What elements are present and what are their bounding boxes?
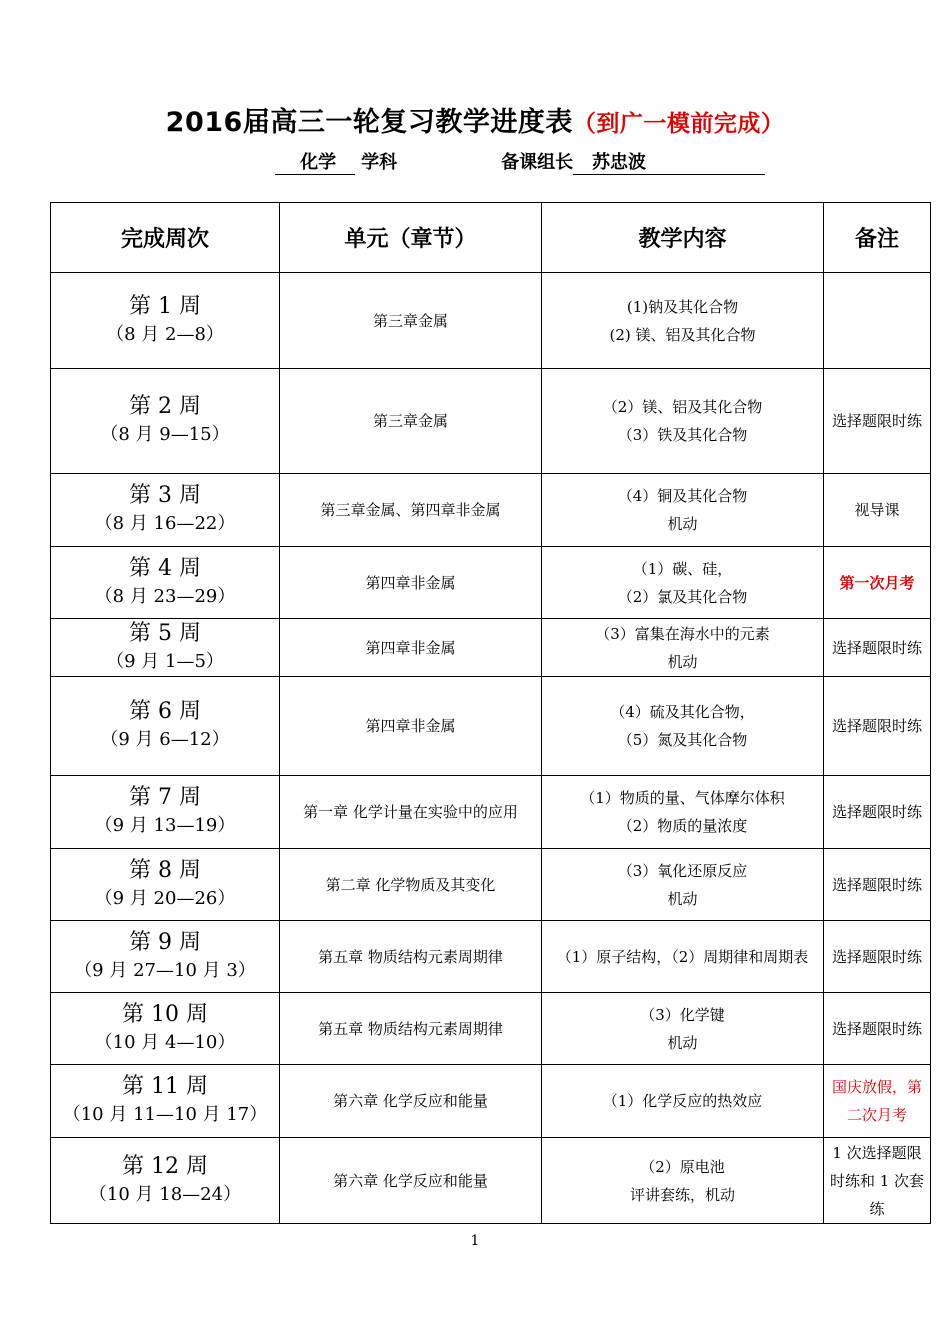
unit-cell: 第三章金属 xyxy=(280,273,542,369)
remark-cell: 1 次选择题限时练和 1 次套练 xyxy=(824,1138,931,1224)
week-cell xyxy=(51,619,280,677)
remark-cell: 选择题限时练 xyxy=(824,921,931,993)
content-cell xyxy=(542,677,824,776)
content-line: 机动 xyxy=(667,515,698,533)
content-line: （1）物质的量、气体摩尔体积 xyxy=(580,789,785,807)
remark-cell: 选择题限时练 xyxy=(824,369,931,474)
table-row xyxy=(51,547,931,619)
content-cell xyxy=(542,547,824,619)
unit-cell: 第五章 物质结构元素周期律 xyxy=(280,993,542,1065)
unit-cell: 第六章 化学反应和能量 xyxy=(280,1065,542,1138)
remark-cell: 选择题限时练 xyxy=(824,776,931,849)
week-label: 第 3 周 xyxy=(129,483,201,508)
subject-value: 化学 xyxy=(300,152,337,173)
week-cell xyxy=(51,369,280,474)
table-row xyxy=(51,273,931,369)
week-dates: （8 月 2—8） xyxy=(106,323,224,345)
subject-label: 学科 xyxy=(361,152,398,173)
content-line: (2) 镁、铝及其化合物 xyxy=(609,325,756,344)
week-dates: （9 月 1—5） xyxy=(106,650,224,672)
content-line: （3）富集在海水中的元素 xyxy=(595,624,770,643)
title-note: （到广一模前完成） xyxy=(572,111,785,137)
content-line: （2）物质的量浓度 xyxy=(617,817,748,835)
content-cell xyxy=(542,776,824,849)
content-line: 评讲套练，机动 xyxy=(629,1185,735,1204)
content-line: （2）氯及其化合物 xyxy=(617,587,748,606)
table-header-row xyxy=(51,203,931,273)
remark-cell: 选择题限时练 xyxy=(824,619,931,677)
schedule-table xyxy=(50,202,931,1224)
week-dates: （10 月 11—10 月 17） xyxy=(62,1104,268,1125)
leader-label: 备课组长 xyxy=(501,152,574,173)
week-cell xyxy=(51,993,280,1065)
header-content: 教学内容 xyxy=(542,203,824,273)
week-cell xyxy=(51,273,280,369)
content-cell xyxy=(542,369,824,474)
week-dates: （8 月 16—22） xyxy=(94,513,236,534)
content-line: （2）镁、铝及其化合物 xyxy=(602,398,763,416)
content-line: （1）碳、硅， xyxy=(632,559,733,578)
content-cell xyxy=(542,1138,824,1224)
week-cell xyxy=(51,849,280,921)
content-line: （1）原子结构，（2）周期律和周期表 xyxy=(556,947,809,966)
week-dates: （9 月 27—10 月 3） xyxy=(74,959,256,981)
week-cell xyxy=(51,677,280,776)
content-line: （5）氮及其化合物 xyxy=(617,731,748,749)
unit-cell: 第三章金属、第四章非金属 xyxy=(280,474,542,547)
remark-cell: 选择题限时练 xyxy=(824,849,931,921)
table-row xyxy=(51,776,931,849)
table-row xyxy=(51,993,931,1065)
table-row xyxy=(51,849,931,921)
unit-cell: 第一章 化学计量在实验中的应用 xyxy=(280,776,542,849)
week-label: 第 11 周 xyxy=(122,1074,208,1099)
week-cell xyxy=(51,1065,280,1138)
remark-cell: 选择题限时练 xyxy=(824,677,931,776)
week-label: 第 4 周 xyxy=(129,555,201,581)
unit-cell: 第四章非金属 xyxy=(280,619,542,677)
content-line: （3）铁及其化合物 xyxy=(617,426,748,444)
unit-cell: 第四章非金属 xyxy=(280,547,542,619)
week-dates: （10 月 4—10） xyxy=(94,1031,236,1053)
title-main: 2016届高三一轮复习教学进度表 xyxy=(165,107,573,138)
table-row xyxy=(51,1138,931,1224)
content-line: （4）铜及其化合物 xyxy=(617,487,748,505)
content-line: （2）原电池 xyxy=(640,1157,725,1176)
content-cell xyxy=(542,993,824,1065)
content-cell xyxy=(542,619,824,677)
header-unit: 单元（章节） xyxy=(280,203,542,273)
content-cell xyxy=(542,474,824,547)
week-dates: （8 月 9—15） xyxy=(100,424,230,445)
table-row xyxy=(51,921,931,993)
content-line: (1)钠及其化合物 xyxy=(626,297,739,316)
table-row xyxy=(51,619,931,677)
table-row xyxy=(51,474,931,547)
unit-cell: 第六章 化学反应和能量 xyxy=(280,1138,542,1224)
unit-cell: 第四章非金属 xyxy=(280,677,542,776)
remark-cell: 选择题限时练 xyxy=(824,993,931,1065)
content-cell xyxy=(542,921,824,993)
remark-cell xyxy=(824,273,931,369)
week-cell xyxy=(51,776,280,849)
week-label: 第 7 周 xyxy=(129,785,201,810)
remark-cell: 第一次月考 xyxy=(824,547,931,619)
week-label: 第 9 周 xyxy=(129,929,201,955)
content-cell xyxy=(542,1065,824,1138)
remark-cell: 国庆放假，第二次月考 xyxy=(824,1065,931,1138)
week-dates: （9 月 20—26） xyxy=(94,887,236,909)
week-label: 第 6 周 xyxy=(129,699,201,724)
header-remark: 备注 xyxy=(824,203,931,273)
content-line: 机动 xyxy=(667,652,698,671)
content-line: 机动 xyxy=(667,889,698,908)
subject-field xyxy=(275,152,355,175)
table-row xyxy=(51,369,931,474)
subtitle-line xyxy=(275,148,765,175)
content-cell xyxy=(542,273,824,369)
week-label: 第 8 周 xyxy=(129,857,201,883)
remark-cell: 视导课 xyxy=(824,474,931,547)
week-label: 第 2 周 xyxy=(129,394,201,419)
unit-cell: 第三章金属 xyxy=(280,369,542,474)
week-cell xyxy=(51,474,280,547)
week-dates: （9 月 13—19） xyxy=(94,815,236,836)
table-row xyxy=(51,1065,931,1138)
unit-cell: 第五章 物质结构元素周期律 xyxy=(280,921,542,993)
unit-cell: 第二章 化学物质及其变化 xyxy=(280,849,542,921)
week-dates: （8 月 23—29） xyxy=(94,585,236,607)
content-line: （3）化学键 xyxy=(640,1005,725,1024)
content-line: （4）硫及其化合物， xyxy=(610,703,755,721)
week-dates: （9 月 6—12） xyxy=(100,729,230,750)
content-line: （1）化学反应的热效应 xyxy=(602,1092,763,1110)
week-cell xyxy=(51,547,280,619)
page-number: 1 xyxy=(470,1233,480,1249)
week-label: 第 10 周 xyxy=(122,1001,208,1027)
week-label: 第 12 周 xyxy=(122,1153,208,1179)
week-label: 第 5 周 xyxy=(129,620,201,646)
page-title xyxy=(0,100,950,139)
content-line: （3）氧化还原反应 xyxy=(617,861,748,880)
table-row xyxy=(51,677,931,776)
week-label: 第 1 周 xyxy=(129,293,201,319)
leader-field xyxy=(573,152,765,175)
week-dates: （10 月 18—24） xyxy=(88,1183,242,1205)
header-week: 完成周次 xyxy=(51,203,280,273)
week-cell xyxy=(51,1138,280,1224)
content-cell xyxy=(542,849,824,921)
content-line: 机动 xyxy=(667,1033,698,1052)
week-cell xyxy=(51,921,280,993)
leader-value: 苏忠波 xyxy=(591,152,646,173)
